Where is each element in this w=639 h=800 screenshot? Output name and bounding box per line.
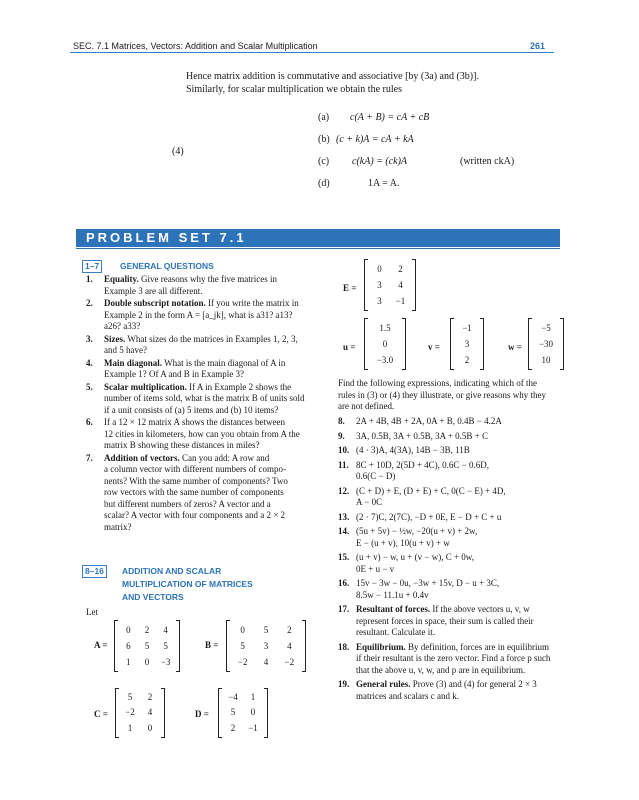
matrix-entry: 6 — [126, 640, 131, 651]
problem-text: 0.6(C − D) — [356, 471, 396, 481]
problem-text: (C + D) + E, (D + E) + C, 0(C − E) + 4D, — [356, 485, 506, 496]
problem-heading: Addition of vectors. — [104, 452, 180, 463]
intro-line: are not defined. — [338, 401, 395, 411]
problem-number: 4. — [86, 357, 93, 368]
problem-line — [104, 522, 320, 534]
problem-number: 5. — [86, 381, 93, 392]
matrix-entry: 0 — [377, 263, 382, 274]
problem-item — [338, 552, 570, 575]
problem-line — [356, 497, 570, 509]
matrix-entry: −4 — [228, 692, 238, 703]
matrix-entry: 5 — [230, 707, 236, 718]
problem-set-title: PROBLEM SET 7.1 — [86, 230, 247, 245]
problem-line — [104, 429, 320, 441]
problem-number: 13. — [338, 511, 350, 522]
matrix-entry: 0 — [240, 624, 245, 635]
problem-line — [356, 616, 570, 628]
problem-text: but different numbers of zeros? A vector and a — [104, 498, 271, 509]
problem-line — [356, 578, 570, 590]
intro-line-2: Similarly, for scalar multiplication we obtain the rules — [186, 84, 402, 95]
problem-line — [104, 499, 320, 511]
problem-number: 3. — [86, 333, 93, 344]
problem-text: If A in Example 2 shows the — [189, 381, 292, 392]
problem-number: 11. — [338, 459, 349, 470]
problem-text: a column vector with different numbers of compo- — [104, 464, 287, 474]
matrix-E-label: E = — [343, 283, 357, 293]
matrix-entry: 0 — [147, 722, 153, 733]
problem-line — [104, 453, 320, 465]
problem-text: (u + v) − w, u + (v − w), C + 0w, — [356, 552, 474, 562]
problem-text: a26? a33? — [104, 321, 141, 331]
problem-number: 16. — [338, 578, 350, 588]
problem-line — [356, 653, 570, 665]
problem-text: If a 12 × 12 matrix A shows the distances between — [104, 417, 286, 427]
problem-text: If the above vectors u, v, w — [432, 604, 530, 614]
right-intro — [338, 378, 570, 413]
problem-text: if their resultant is the zero vector. Find a force p such — [356, 653, 551, 663]
right-problem-list — [338, 416, 570, 702]
matrix-entry: 3 — [263, 640, 269, 651]
problem-heading: Scalar multiplication. — [104, 381, 187, 392]
problem-line — [356, 590, 570, 602]
matrix-entry: 2 — [464, 354, 470, 365]
matrix-entry: −1 — [248, 722, 258, 733]
problem-heading: Main diagonal. — [104, 357, 163, 368]
problem-item — [338, 416, 570, 428]
problem-text: Example 3 are all different. — [104, 285, 203, 296]
problem-text: that the above u, v, w, and p are in equilibrium. — [356, 664, 526, 675]
rule-label: (c) — [318, 156, 330, 167]
problem-item — [86, 453, 320, 534]
problem-line — [356, 564, 570, 576]
problem-line — [104, 464, 320, 476]
matrix-entry: 1 — [250, 692, 256, 703]
problem-line — [104, 358, 320, 370]
matrix-entry: 4 — [163, 624, 168, 635]
problem-line — [356, 486, 570, 498]
matrix-entry: −3 — [160, 656, 171, 667]
matrix-entry: 1 — [127, 722, 133, 733]
problem-line — [356, 552, 570, 564]
matrix-entry: 2 — [144, 624, 150, 635]
let-label: Let — [86, 607, 98, 617]
matrix-entry: 5 — [144, 640, 150, 651]
problem-item — [338, 679, 570, 702]
problem-number: 8. — [338, 416, 345, 426]
problem-line — [356, 431, 570, 443]
problem-line — [356, 416, 570, 428]
problem-text: Give reasons why the five matrices in — [141, 274, 277, 284]
matrix-entry: 0 — [382, 338, 388, 349]
problem-text: Prove (3) and (4) for general 2 × 3 — [412, 679, 537, 689]
problem-line — [104, 321, 320, 333]
problem-text: If you write the matrix in — [208, 298, 299, 308]
problem-heading: General rules. — [356, 679, 411, 689]
problem-number: 15. — [338, 552, 350, 562]
problem-text: scalar? A vector with four components and a 2 × 2 — [104, 510, 286, 520]
problem-line — [356, 604, 570, 616]
problem-number: 18. — [338, 641, 350, 652]
left-problem-list — [86, 274, 320, 533]
problem-line — [104, 345, 320, 357]
problem-text: matrix? — [104, 521, 132, 532]
intro-line: Find the following expressions, indicating which of the — [338, 378, 537, 388]
problem-number: 17. — [338, 604, 350, 614]
vector-w-label: w = — [508, 342, 522, 352]
problem-heading: Double subscript notation. — [104, 298, 206, 308]
problem-line — [104, 476, 320, 488]
matrix-C — [115, 688, 165, 738]
matrix-entry: 4 — [287, 640, 292, 651]
problem-line — [356, 471, 570, 483]
problem-line — [104, 310, 320, 322]
problem-text: Can you add: A row and — [182, 452, 270, 463]
problem-line — [356, 627, 570, 639]
section-range-badge: 1–7 — [82, 260, 102, 273]
problem-line — [104, 334, 320, 346]
problem-line — [356, 512, 570, 524]
matrix-entry: −1 — [462, 322, 472, 333]
matrix-entry: 10 — [541, 354, 551, 365]
problem-text: number of items sold, what is the matrix B of units sold — [104, 393, 305, 403]
matrix-entry: 0 — [144, 656, 150, 667]
rule-equation: 1A = A. — [368, 178, 400, 189]
header-rule — [70, 52, 554, 53]
problem-item — [338, 578, 570, 601]
problem-item — [86, 358, 320, 381]
problem-text: (2 · 7)C, 2(7C), −D + 0E, E − D + C + u — [356, 511, 502, 522]
problem-line — [356, 445, 570, 457]
matrix-entry: −30 — [538, 338, 554, 349]
problem-text: (5u + 5v) − ½w, −20(u + v) + 2w, — [356, 526, 478, 536]
problem-text: 0E + u − v — [356, 563, 395, 574]
matrix-B — [226, 620, 306, 672]
problem-item — [338, 512, 570, 524]
problem-line — [356, 679, 570, 691]
vector-w — [528, 318, 564, 370]
problem-item — [338, 431, 570, 443]
problem-line — [356, 526, 570, 538]
problem-text: 12 cities in kilometers, how can you obtain from A the — [104, 428, 300, 439]
rule-label: (a) — [318, 112, 330, 123]
problem-heading: Equality. — [104, 274, 139, 284]
equation-number: (4) — [172, 146, 184, 157]
problem-text: 8.5w − 11.1u + 0.4v — [356, 589, 429, 600]
rule-label: (d) — [318, 178, 330, 189]
problem-text: What is the main diagonal of A in — [164, 357, 286, 368]
matrix-A-label: A = — [94, 640, 108, 650]
banner-rule — [76, 248, 560, 249]
matrix-entry: −3.0 — [376, 354, 394, 365]
problem-heading: Sizes. — [104, 333, 126, 344]
matrix-entry: 5 — [263, 624, 269, 635]
problem-heading: Resultant of forces. — [356, 604, 431, 614]
matrix-entry: 0 — [126, 624, 131, 635]
matrix-entry: 2 — [287, 624, 292, 635]
problem-line — [104, 286, 320, 298]
problem-number: 7. — [86, 452, 93, 463]
matrix-entry: −5 — [541, 322, 551, 333]
problem-line — [104, 298, 320, 310]
matrix-entry: 5 — [240, 640, 245, 651]
problem-item — [86, 334, 320, 357]
problem-text: 3A, 0.5B, 3A + 0.5B, 3A + 0.5B + C — [356, 430, 488, 441]
problem-text: By definition, forces are in equilibrium — [408, 641, 549, 652]
matrix-C-label: C = — [94, 709, 108, 719]
matrix-D-label: D = — [195, 709, 209, 719]
matrix-entry: −2 — [237, 656, 248, 667]
problem-text: E − (u + v), 10(u + v) + w — [356, 537, 450, 548]
matrix-entry: 5 — [127, 692, 133, 703]
vector-u-label: u = — [343, 342, 356, 352]
problem-text: 2A + 4B, 4B + 2A, 0A + B, 0.4B − 4.2A — [356, 416, 502, 426]
problem-line — [104, 274, 320, 286]
problem-item — [338, 486, 570, 509]
matrix-entry: 2 — [147, 692, 153, 703]
rule-note: (written ckA) — [460, 156, 515, 167]
matrix-entry: 0 — [250, 707, 256, 718]
problem-line — [104, 382, 320, 394]
problem-number: 2. — [86, 298, 93, 308]
problem-item — [338, 642, 570, 677]
problem-line — [356, 665, 570, 677]
problem-number: 6. — [86, 417, 93, 427]
matrix-entry: 1 — [126, 656, 131, 667]
problem-text: Example 1? Of A and B in Example 3? — [104, 369, 244, 379]
problem-item — [86, 298, 320, 333]
matrix-entry: 3 — [464, 338, 470, 349]
problem-text: resultant. Calculate it. — [356, 627, 435, 637]
matrix-entry: 4 — [263, 656, 269, 667]
problem-text: represent forces in space, their sum is called their — [356, 615, 534, 626]
problem-text: 15v − 3w − 0u, −3w + 15v, D − u + 3C, — [356, 578, 500, 588]
problem-text: A − 0C — [356, 497, 383, 507]
matrix-entry: 2 — [230, 722, 236, 733]
problem-line — [104, 510, 320, 522]
page-number: 261 — [530, 41, 546, 51]
rule-equation: (c + k)A = cA + kA — [336, 134, 414, 145]
problem-line — [104, 487, 320, 499]
problem-line — [356, 538, 570, 550]
matrix-entry: −1 — [395, 295, 406, 306]
matrix-entry: 2 — [398, 263, 403, 274]
problem-item — [86, 382, 320, 417]
rule-label: (b) — [318, 134, 330, 145]
matrix-entry: 3 — [377, 295, 382, 306]
problem-item — [338, 460, 570, 483]
vector-v — [450, 318, 484, 370]
problem-text: and 5 have? — [104, 345, 147, 355]
vector-u — [364, 318, 406, 370]
problem-item — [86, 417, 320, 452]
intro-line: rules in (3) or (4) they illustrate, or give reasons why they — [338, 389, 546, 400]
problem-item — [338, 604, 570, 639]
problem-number: 14. — [338, 526, 350, 536]
matrix-B-label: B = — [205, 640, 219, 650]
problem-line — [104, 393, 320, 405]
problem-line — [356, 460, 570, 472]
problem-line — [356, 642, 570, 654]
section-heading-line: ADDITION AND SCALAR — [122, 566, 222, 576]
problem-line — [104, 417, 320, 429]
matrix-A — [114, 620, 180, 672]
problem-line — [356, 691, 570, 703]
section-heading: GENERAL QUESTIONS — [120, 261, 214, 271]
matrix-entry: −2 — [284, 656, 295, 667]
rule-equation: c(kA) = (ck)A — [352, 156, 408, 167]
matrix-E — [364, 259, 416, 311]
problem-number: 19. — [338, 679, 350, 689]
matrix-entry: 5 — [163, 640, 168, 651]
problem-text: nents? With the same number of components? Two — [104, 475, 288, 486]
problem-number: 9. — [338, 430, 345, 441]
problem-item — [86, 274, 320, 297]
problem-text: matrix B showing these distances in miles? — [104, 440, 260, 450]
problem-number: 1. — [86, 274, 93, 284]
running-header: SEC. 7.1 Matrices, Vectors: Addition and Scalar Multiplication — [73, 41, 318, 51]
rule-equation: c(A + B) = cA + cB — [350, 112, 430, 123]
problem-line — [104, 405, 320, 417]
problem-number: 12. — [338, 485, 350, 496]
problem-text: 8C + 10D, 2(5D + 4C), 0.6C − 0.6D, — [356, 459, 489, 470]
matrix-D — [218, 688, 268, 738]
problem-item — [338, 526, 570, 549]
problem-number: 10. — [338, 445, 350, 455]
problem-text: if a unit consists of (a) 5 items and (b) 10 items? — [104, 404, 279, 415]
problem-line — [104, 440, 320, 452]
problem-text: matrices and scalars c and k. — [356, 690, 459, 701]
section-range-badge: 8–16 — [82, 565, 107, 578]
vector-v-label: v = — [428, 342, 440, 352]
intro-line-1: Hence matrix addition is commutative and associative [by (3a) and (3b)]. — [186, 71, 479, 82]
matrix-entry: 1.5 — [379, 322, 391, 333]
matrix-entry: 3 — [377, 279, 382, 290]
section-heading-line: AND VECTORS — [122, 592, 184, 602]
problem-text: Example 2 in the form A = [a_jk], what is a31? a13? — [104, 309, 293, 320]
matrix-entry: 4 — [147, 707, 153, 718]
problem-text: (4 · 3)A, 4(3A), 14B − 3B, 11B — [356, 445, 470, 455]
problem-text: What sizes do the matrices in Examples 1, 2, 3, — [127, 333, 298, 344]
problem-text: row vectors with the same number of components — [104, 487, 284, 497]
problem-heading: Equilibrium. — [356, 641, 406, 652]
matrix-entry: 4 — [398, 279, 403, 290]
matrix-entry: −2 — [125, 707, 135, 718]
problem-line — [104, 369, 320, 381]
section-heading-line: MULTIPLICATION OF MATRICES — [122, 579, 253, 589]
problem-item — [338, 445, 570, 457]
